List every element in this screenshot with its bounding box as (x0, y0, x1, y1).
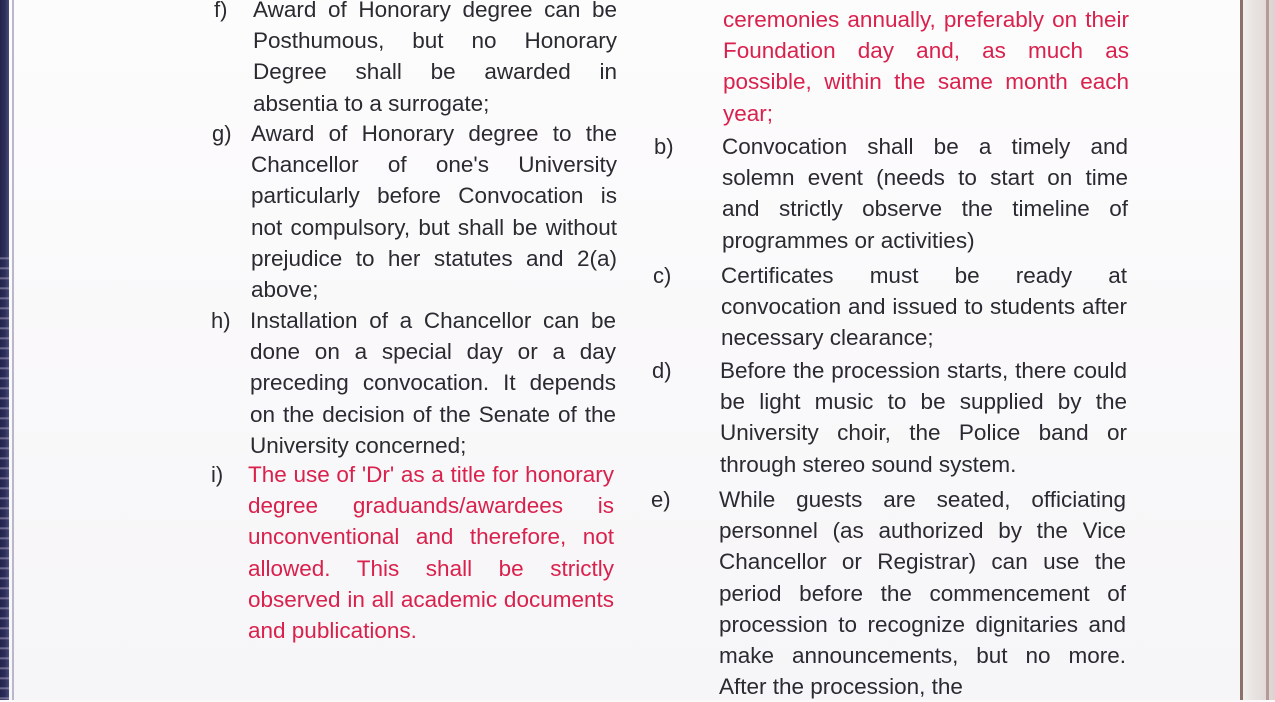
item-text: While guests are seated, officiating personnel (as authorized by the Vice Chancellor or Registrar) can use the period before the commencement of procession to recognize dignitaries and make announcements, but no more. After the procession, the (719, 487, 1126, 700)
item-marker: d) (652, 358, 672, 383)
item-text: Installation of a Chancellor can be done on a special day or a day preceding convocation. It depends on the decision of the Senate of the University concerned; (250, 308, 616, 458)
list-item-i (248, 459, 614, 646)
right-edge-border-outer (1266, 0, 1269, 700)
list-item-h (250, 305, 616, 461)
item-marker: h) (211, 308, 231, 333)
item-text: The use of 'Dr' as a title for honorary degree graduands/awardees is unconventional and therefore, not allowed. This shall be strictly observed in all academic documents and publications. (248, 462, 614, 644)
item-text: Convocation shall be a timely and solemn event (needs to start on time and strictly observe the timeline of programmes or activities) (722, 134, 1128, 253)
list-item-b (722, 131, 1128, 256)
item-text: Certificates must be ready at convocation and issued to students after necessary clearance; (721, 263, 1127, 351)
list-item-e (719, 484, 1126, 702)
right-page-edge (1240, 0, 1275, 700)
item-text: Before the procession starts, there could be light music to be supplied by the University choir, the Police band or through stereo sound system. (720, 358, 1127, 477)
item-marker: b) (654, 134, 674, 159)
item-marker: e) (651, 487, 671, 512)
item-text: Award of Honorary degree can be Posthumous, but no Honorary Degree shall be awarded in absentia to a surrogate; (253, 0, 617, 116)
left-edge-texture (0, 250, 9, 700)
list-item-g (251, 118, 617, 305)
item-text: Award of Honorary degree to the Chancellor of one's University particularly before Convocation is not compulsory, but shall be without prejudice to her statutes and 2(a) above; (251, 121, 617, 303)
left-edge-line (12, 0, 14, 700)
list-item-c (721, 260, 1127, 354)
item-marker: c) (653, 263, 672, 288)
list-item-d (720, 355, 1127, 480)
item-marker: g) (212, 121, 232, 146)
list-item-f (253, 0, 617, 119)
continuation-paragraph (723, 4, 1129, 129)
item-marker: f) (214, 0, 228, 22)
continuation-text: ceremonies annually, preferably on their Foundation day and, as much as possible, within the same month each year; (723, 7, 1129, 126)
right-edge-border (1240, 0, 1243, 700)
item-marker: i) (211, 462, 224, 487)
